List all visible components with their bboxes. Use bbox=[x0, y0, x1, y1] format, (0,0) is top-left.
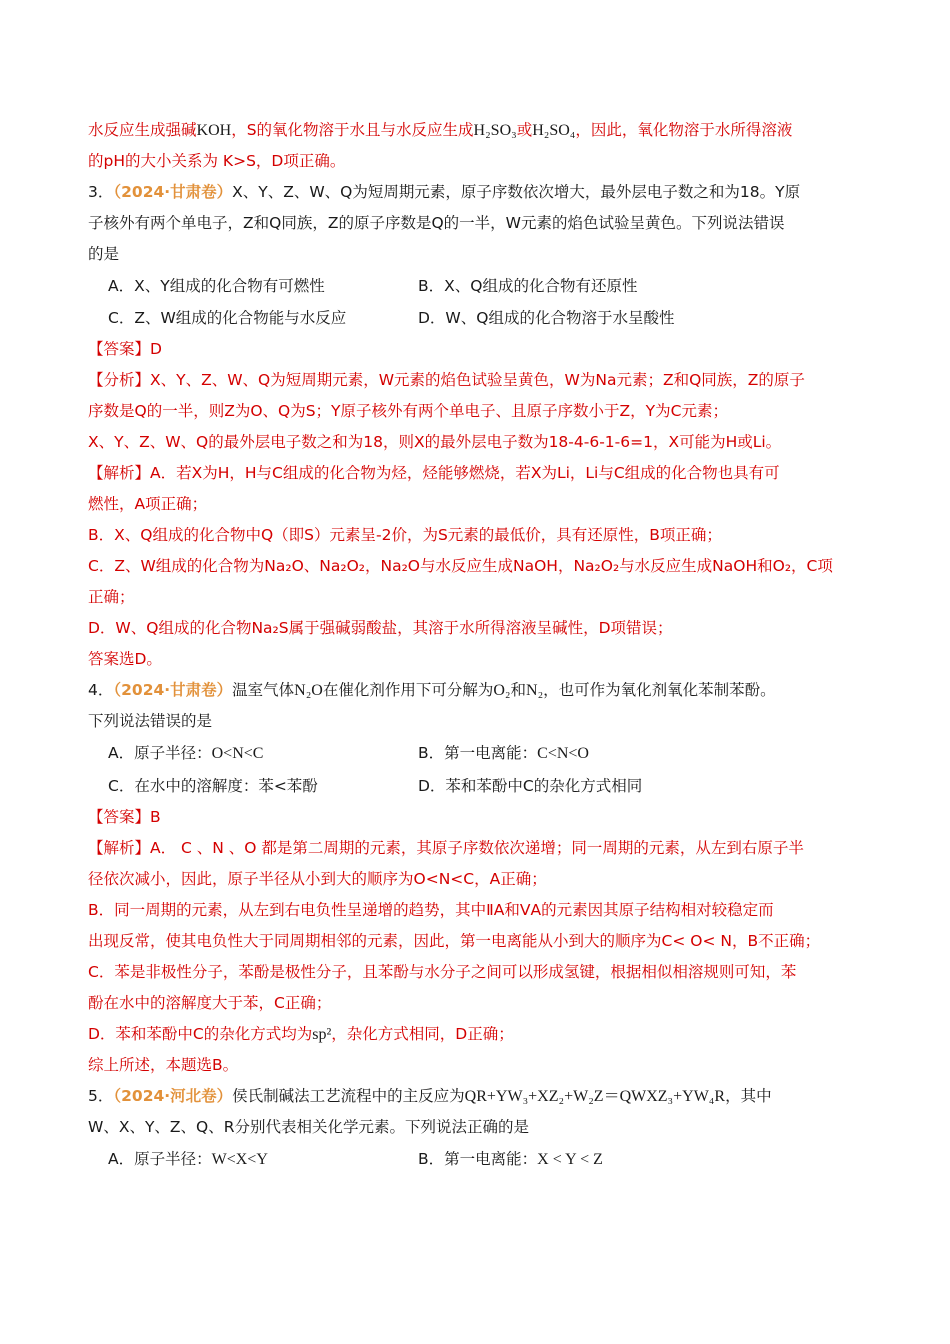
q3-explain-4: C．Z、W组成的化合物为Na₂O、Na₂O₂，Na₂O与水反应生成NaOH，Na₂O₂与水反应生成NaOH和O₂，C项 bbox=[88, 557, 833, 575]
q3-options-ab bbox=[88, 270, 868, 302]
q3-explain-3: B．X、Q组成的化合物中Q（即S）元素呈-2价，为S元素的最低价，具有还原性，B项正确； bbox=[88, 526, 722, 544]
q3-source: （2024·甘肃卷） bbox=[113, 183, 233, 201]
formula-koh: KOH bbox=[196, 122, 232, 139]
q3-stem-3: 的是 bbox=[88, 245, 120, 263]
q3-explain-2: 燃性，A项正确； bbox=[88, 495, 208, 513]
q3-analysis-2: 序数是Q的一半，则Z为O、Q为S；Y原子核外有两个单电子、且原子序数小于Z，Y为C元素； bbox=[88, 402, 728, 420]
q4-option-d: D．苯和苯酚中C的杂化方式相同 bbox=[418, 777, 643, 795]
prev-line-1: 水反应生成强碱KOH，S的氧化物溶于水且与水反应生成H₂SO₃或H₂SO₄，因此，氧化物溶于水所得溶液 bbox=[88, 121, 793, 139]
prev-line-2: 的pH的大小关系为 K>S，D项正确。 bbox=[88, 152, 346, 170]
formula-sp2: sp² bbox=[312, 1026, 332, 1043]
q5-source: （2024·河北卷） bbox=[113, 1087, 233, 1105]
q4-option-a: A．原子半径：O<N<C bbox=[108, 744, 264, 762]
formula-main-reaction: QR+YW₃+XZ₂+W₂Z＝QWXZ₃+YW₄R bbox=[464, 1088, 726, 1105]
q4-stem-2: 下列说法错误的是 bbox=[88, 712, 213, 730]
q3-analysis-3: X、Y、Z、W、Q的最外层电子数之和为18，则X的最外层电子数为18-4-6-1-6=1，X可能为H或Li。 bbox=[88, 433, 782, 451]
q5-stem-1: 5．（2024·河北卷）侯氏制碱法工艺流程中的主反应为QR+YW₃+XZ₂+W₂Z＝QWXZ₃+YW₄R，其中 bbox=[88, 1087, 772, 1105]
formula-h2so3: H₂SO₃ bbox=[473, 122, 517, 139]
q3-answer: 【答案】D bbox=[88, 340, 162, 358]
q3-option-b: B．X、Q组成的化合物有还原性 bbox=[418, 277, 638, 295]
q3-option-d: D．W、Q组成的化合物溶于水呈酸性 bbox=[418, 309, 675, 327]
q3-explain-7: 答案选D。 bbox=[88, 650, 162, 668]
q5-option-b: B．第一电离能：X < Y < Z bbox=[418, 1150, 603, 1168]
q4-answer: 【答案】B bbox=[88, 808, 161, 826]
q3-explain-5: 正确； bbox=[88, 588, 135, 606]
q4-explain-4: 出现反常，使其电负性大于同周期相邻的元素，因此，第一电离能从小到大的顺序为C< O< N，B不正确； bbox=[88, 932, 821, 950]
q4-explain-6: 酚在水中的溶解度大于苯，C正确； bbox=[88, 994, 332, 1012]
q4-source: （2024·甘肃卷） bbox=[113, 681, 233, 699]
q4-explain-1: 【解析】A． C 、N 、O 都是第二周期的元素，其原子序数依次递增；同一周期的元素，从左到右原子半 bbox=[88, 839, 804, 857]
q4-options-ab bbox=[88, 737, 868, 770]
q4-explain-8: 综上所述，本题选B。 bbox=[88, 1056, 239, 1074]
q3-stem-1: 3．（2024·甘肃卷）X、Y、Z、W、Q为短周期元素，原子序数依次增大，最外层电子数之和为18。Y原 bbox=[88, 183, 801, 201]
q3-option-a: A．X、Y组成的化合物有可燃性 bbox=[108, 277, 325, 295]
q5-option-a: A．原子半径：W<X<Y bbox=[108, 1150, 268, 1168]
formula-o2: O₂ bbox=[493, 682, 511, 699]
q4-stem-1: 4．（2024·甘肃卷）温室气体N₂O在催化剂作用下可分解为O₂和N₂，也可作为氧化剂氧化苯制苯酚。 bbox=[88, 681, 776, 699]
q3-stem-2: 子核外有两个单电子，Z和Q同族，Z的原子序数是Q的一半，W元素的焰色试验呈黄色。下列说法错误 bbox=[88, 214, 785, 232]
q3-explain-6: D．W、Q组成的化合物Na₂S属于强碱弱酸盐，其溶于水所得溶液呈碱性，D项错误； bbox=[88, 619, 673, 637]
q4-explain-3: B．同一周期的元素，从左到右电负性呈递增的趋势，其中ⅡA和ⅤA的元素因其原子结构相对较稳定而 bbox=[88, 901, 774, 919]
q3-options-cd bbox=[88, 302, 868, 334]
q3-analysis-1: 【分析】X、Y、Z、W、Q为短周期元素，W元素的焰色试验呈黄色，W为Na元素；Z和Q同族，Z的原子 bbox=[88, 371, 805, 389]
q4-explain-2: 径依次减小，因此，原子半径从小到大的顺序为O<N<C，A正确； bbox=[88, 870, 547, 888]
q5-stem-2: W、X、Y、Z、Q、R分别代表相关化学元素。下列说法正确的是 bbox=[88, 1118, 530, 1136]
q4-explain-7: D．苯和苯酚中C的杂化方式均为sp²，杂化方式相同，D正确； bbox=[88, 1025, 514, 1043]
document-page bbox=[88, 112, 868, 1176]
formula-n2: N₂ bbox=[526, 682, 544, 699]
q5-options-ab bbox=[88, 1143, 868, 1176]
q4-options-cd bbox=[88, 770, 868, 802]
q3-explain-1: 【解析】A．若X为H，H与C组成的化合物为烃，烃能够燃烧，若X为Li，Li与C组成的化合物也具有可 bbox=[88, 464, 780, 482]
q4-option-b: B．第一电离能：C<N<O bbox=[418, 744, 589, 762]
q3-option-c: C．Z、W组成的化合物能与水反应 bbox=[108, 309, 347, 327]
formula-h2so4: H₂SO₄ bbox=[532, 122, 576, 139]
q4-option-c: C．在水中的溶解度：苯<苯酚 bbox=[108, 777, 318, 795]
formula-n2o: N₂O bbox=[294, 682, 323, 699]
q4-explain-5: C．苯是非极性分子，苯酚是极性分子，且苯酚与水分子之间可以形成氢键，根据相似相溶规则可知，苯 bbox=[88, 963, 797, 981]
